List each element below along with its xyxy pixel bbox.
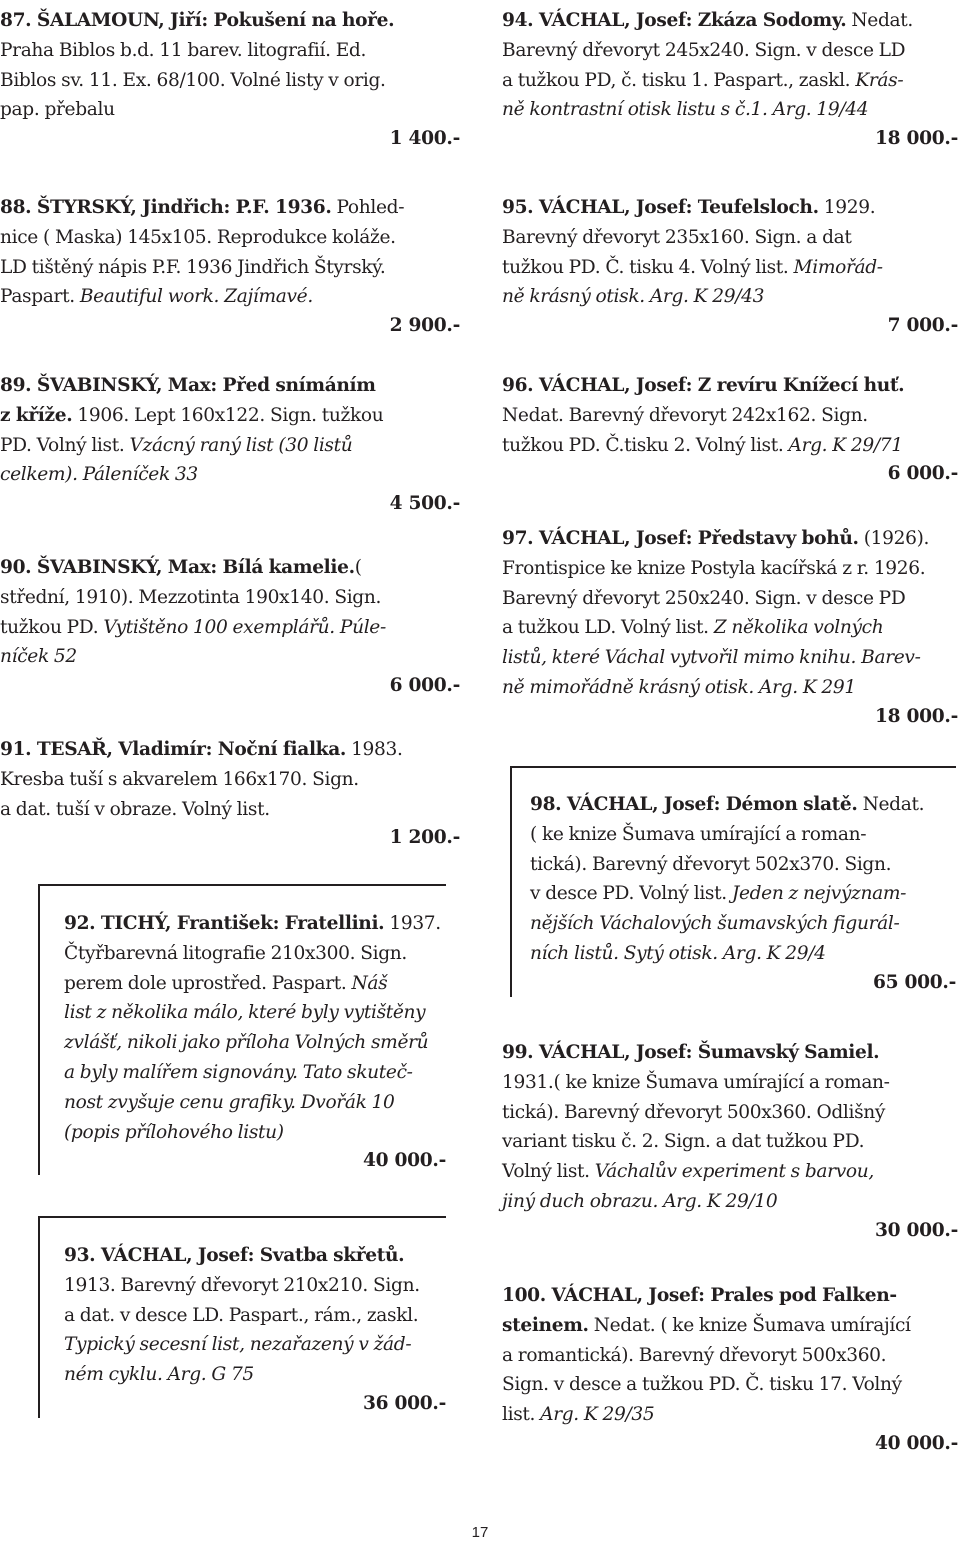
entry-text: tická). Barevný dřevoryt 500x360. Odlišný [502,1101,886,1123]
entry-line [530,879,956,909]
entry-note: nějších Váchalových šumavských figurál- [530,913,900,935]
entry-line [64,1301,446,1331]
entry-line [64,1088,446,1118]
entry-heading: 91. TESAŘ, Vladimír: Noční fialka. [0,739,347,760]
entry-line [64,1118,446,1148]
catalog-entry-100 [502,1281,958,1458]
entry-text: Barevný dřevoryt 245x240. Sign. v desce LD [502,39,906,61]
entry-heading: 93. VÁCHAL, Josef: Svatba skřetů. [64,1245,405,1266]
entry-description [0,735,460,824]
entry-text: a dat. tuší v obraze. Volný list. [0,798,270,820]
catalog-entry-90 [0,553,460,700]
entry-line [64,998,446,1028]
entry-text: 1906. Lept 160x122. Sign. tužkou [72,404,384,426]
catalog-entry-98 [510,766,956,997]
entry-price: 1 200.- [389,827,460,849]
entry-note: ně krásný otisk. Arg. K 29/43 [502,286,765,308]
entry-note: a byly malířem signovány. Tato skuteč- [64,1061,413,1083]
catalog-entry-99 [502,1038,958,1245]
entry-text: 1931.( ke knize Šumava umírající a roman- [502,1071,890,1093]
entry-line [0,765,460,795]
entry-text: a romantická). Barevný dřevoryt 500x360. [502,1344,887,1366]
entry-line [502,36,958,66]
entry-line [530,909,956,939]
entry-line [502,6,958,36]
entry-text: LD tištěný nápis P.F. 1936 Jindřich Štyrský. [0,256,386,278]
entry-text: 1937. [384,913,441,934]
entry-line [530,820,956,850]
catalog-entry-94 [502,6,958,153]
entry-line [64,909,446,939]
entry-note: Vytištěno 100 exemplářů. Púle- [103,616,386,638]
entry-text: Paspart. [0,286,80,308]
catalog-entry-91 [0,735,460,852]
entry-line [502,431,958,461]
entry-note: Vzácný raný list (30 listů [129,434,353,456]
entry-note: ně kontrastní otisk listu s č.1. Arg. 19/44 [502,99,869,121]
entry-description [502,524,958,703]
entry-line [502,554,958,584]
entry-text: PD. Volný list. [0,434,130,456]
entry-line [0,253,460,283]
entry-text: tužkou PD. [0,616,104,638]
entry-note: Arg. K 29/35 [540,1404,655,1426]
entry-price: 7 000.- [887,315,958,337]
entry-note: Jeden z nejvýznam- [731,883,907,905]
entry-line [502,1281,958,1311]
entry-text: (1926). [858,528,930,549]
entry-price: 6 000.- [389,675,460,697]
entry-text: Volný list. [502,1161,595,1183]
entry-text: tužkou PD. Č.tisku 2. Volný list. [502,434,789,456]
entry-line [502,1068,958,1098]
entry-heading: 97. VÁCHAL, Josef: Představy bohů. [502,528,859,549]
entry-line [502,1187,958,1217]
entry-line [0,193,460,223]
entry-line [0,642,460,672]
catalog-entry-87 [0,6,460,153]
entry-description [0,6,460,125]
entry-line [502,673,958,703]
entry-text: Barevný dřevoryt 250x240. Sign. v desce PD [502,587,906,609]
entry-note: Náš [351,972,388,994]
entry-text: 1929. [818,197,876,218]
entry-line [0,95,460,125]
entry-line [0,282,460,312]
entry-description [502,193,958,312]
entry-description [502,371,958,460]
entry-line [0,553,460,583]
entry-heading: 92. TICHÝ, František: Fratellini. [64,913,385,934]
entry-text: Kresba tuší s akvarelem 166x170. Sign. [0,768,359,790]
entry-line [64,969,446,999]
catalog-entry-93 [38,1216,446,1418]
entry-line [64,1028,446,1058]
entry-price: 4 500.- [389,493,460,515]
entry-line [502,524,958,554]
entry-line [0,431,460,461]
entry-line [502,1127,958,1157]
entry-line [0,6,460,36]
entry-line [530,939,956,969]
catalog-entry-95 [502,193,958,340]
entry-note: Typický secesní list, nezařazený v žád- [64,1334,412,1356]
page-number: 17 [471,1524,489,1541]
entry-line [0,613,460,643]
entry-description [0,193,460,312]
entry-line [502,643,958,673]
entry-text: Nedat. ( ke knize Šumava umírající [588,1314,911,1336]
entry-heading: 87. ŠALAMOUN, Jiří: Pokušení na hoře. [0,10,395,31]
entry-line [64,1058,446,1088]
entry-note: Krás- [855,69,904,91]
entry-description [530,790,956,969]
entry-note: Váchalův experiment s barvou, [594,1161,874,1183]
entry-line [502,584,958,614]
entry-line [64,1271,446,1301]
entry-text: střední, 1910). Mezzotinta 190x140. Sign. [0,586,382,608]
entry-price: 40 000.- [875,1432,958,1454]
entry-line [0,583,460,613]
entry-note: celkem). Páleníček 33 [0,464,198,486]
entry-price: 18 000.- [875,705,958,727]
entry-price: 36 000.- [363,1392,446,1414]
entry-description [64,909,446,1147]
entry-line [0,401,460,431]
entry-line [530,790,956,820]
entry-text: Nedat. Barevný dřevoryt 242x162. Sign. [502,404,868,426]
entry-heading: z kříže. [0,404,73,426]
entry-line [64,1241,446,1271]
entry-line [502,1341,958,1371]
catalog-entry-88 [0,193,460,340]
entry-note: ních listů. Sytý otisk. Arg. K 29/4 [530,942,826,964]
entry-heading: 98. VÁCHAL, Josef: Démon slatě. [530,794,858,815]
entry-note: Beautiful work. Zajímavé. [79,286,313,308]
entry-line [502,253,958,283]
entry-text: ( [354,557,362,578]
entry-text: tužkou PD. Č. tisku 4. Volný list. [502,256,794,278]
entry-line [502,223,958,253]
entry-line [0,371,460,401]
entry-note: níček 52 [0,646,77,668]
entry-note: ném cyklu. Arg. G 75 [64,1364,254,1386]
entry-text: variant tisku č. 2. Sign. a dat tužkou PD. [502,1131,865,1153]
entry-note: Z několika volných [713,617,884,639]
entry-text: Frontispice ke knize Postyla kacířská z r. 1926. [502,557,926,579]
entry-description [502,6,958,125]
entry-note: listů, které Váchal vytvořil mimo knihu. Barev- [502,647,921,669]
entry-line [0,223,460,253]
entry-line [502,1038,958,1068]
entry-line [502,1098,958,1128]
entry-line [502,66,958,96]
entry-line [0,36,460,66]
entry-heading: 99. VÁCHAL, Josef: Šumavský Samiel. [502,1042,880,1063]
entry-text: list. [502,1404,541,1426]
entry-heading: 96. VÁCHAL, Josef: Z revíru Knížecí huť. [502,375,905,396]
entry-text: pap. přebalu [0,99,115,121]
entry-line [502,613,958,643]
entry-text: 1983. [346,739,403,760]
entry-heading: 90. ŠVABINSKÝ, Max: Bílá kamelie. [0,557,355,578]
entry-description [502,1038,958,1217]
entry-heading: steinem. [502,1314,589,1336]
entry-text: ( ke knize Šumava umírající a roman- [530,823,867,845]
entry-heading: 94. VÁCHAL, Josef: Zkáza Sodomy. [502,10,847,31]
entry-description [0,371,460,490]
entry-line [502,1400,958,1430]
entry-text: Čtyřbarevná litografie 210x300. Sign. [64,942,407,964]
entry-note: jiný duch obrazu. Arg. K 29/10 [502,1190,778,1212]
entry-price: 30 000.- [875,1219,958,1241]
entry-line [502,401,958,431]
entry-line [502,95,958,125]
entry-note: Arg. K 29/71 [788,434,903,456]
entry-description [0,553,460,672]
entry-note: list z několika málo, které byly vytištěny [64,1002,426,1024]
entry-text: Praha Biblos b.d. 11 barev. litografií. Ed. [0,39,367,61]
entry-heading: 95. VÁCHAL, Josef: Teufelsloch. [502,197,819,218]
entry-text: a tužkou LD. Volný list. [502,617,714,639]
entry-price: 2 900.- [389,315,460,337]
entry-line [0,795,460,825]
entry-text: Barevný dřevoryt 235x160. Sign. a dat [502,226,852,248]
catalog-entry-89 [0,371,460,518]
entry-text: tická). Barevný dřevoryt 502x370. Sign. [530,853,892,875]
entry-line [64,1330,446,1360]
entry-line [64,1360,446,1390]
entry-price: 6 000.- [887,463,958,485]
entry-text: Nedat. [846,10,913,31]
entry-text: Pohled- [331,197,405,218]
entry-note: nost zvyšuje cenu grafiky. Dvořák 10 [64,1091,395,1113]
entry-line [0,735,460,765]
entry-line [502,1370,958,1400]
entry-text: Biblos sv. 11. Ex. 68/100. Volné listy v orig. [0,69,386,91]
entry-line [502,1311,958,1341]
catalog-entry-92 [38,884,446,1175]
entry-line [502,1157,958,1187]
entry-price: 1 400.- [389,128,460,150]
entry-price: 18 000.- [875,128,958,150]
entry-note: (popis přílohového listu) [64,1121,284,1143]
entry-text: nice ( Maska) 145x105. Reprodukce koláže. [0,226,396,248]
entry-text: a dat. v desce LD. Paspart., rám., zaskl. [64,1304,419,1326]
entry-line [502,371,958,401]
entry-note: zvlášť, nikoli jako příloha Volných směrů [64,1032,429,1054]
catalog-entry-97 [502,524,958,731]
catalog-entry-96 [502,371,958,488]
entry-heading: 89. ŠVABINSKÝ, Max: Před snímáním [0,375,376,396]
entry-note: Mimořád- [793,256,883,278]
entry-note: ně mimořádně krásný otisk. Arg. K 291 [502,676,856,698]
entry-line [0,66,460,96]
entry-text: v desce PD. Volný list. [530,883,732,905]
entry-text: Nedat. [857,794,925,815]
entry-heading: 88. ŠTYRSKÝ, Jindřich: P.F. 1936. [0,197,332,218]
entry-line [502,282,958,312]
entry-line [0,460,460,490]
entry-text: Sign. v desce a tužkou PD. Č. tisku 17. Volný [502,1374,902,1396]
entry-description [502,1281,958,1430]
entry-price: 40 000.- [363,1150,446,1172]
entry-description [64,1241,446,1390]
entry-line [502,193,958,223]
entry-line [64,939,446,969]
entry-heading: 100. VÁCHAL, Josef: Prales pod Falken- [502,1285,897,1306]
entry-text: perem dole uprostřed. Paspart. [64,972,352,994]
entry-price: 65 000.- [873,971,956,993]
entry-line [530,850,956,880]
entry-text: 1913. Barevný dřevoryt 210x210. Sign. [64,1274,420,1296]
entry-text: a tužkou PD, č. tisku 1. Paspart., zaskl. [502,69,856,91]
